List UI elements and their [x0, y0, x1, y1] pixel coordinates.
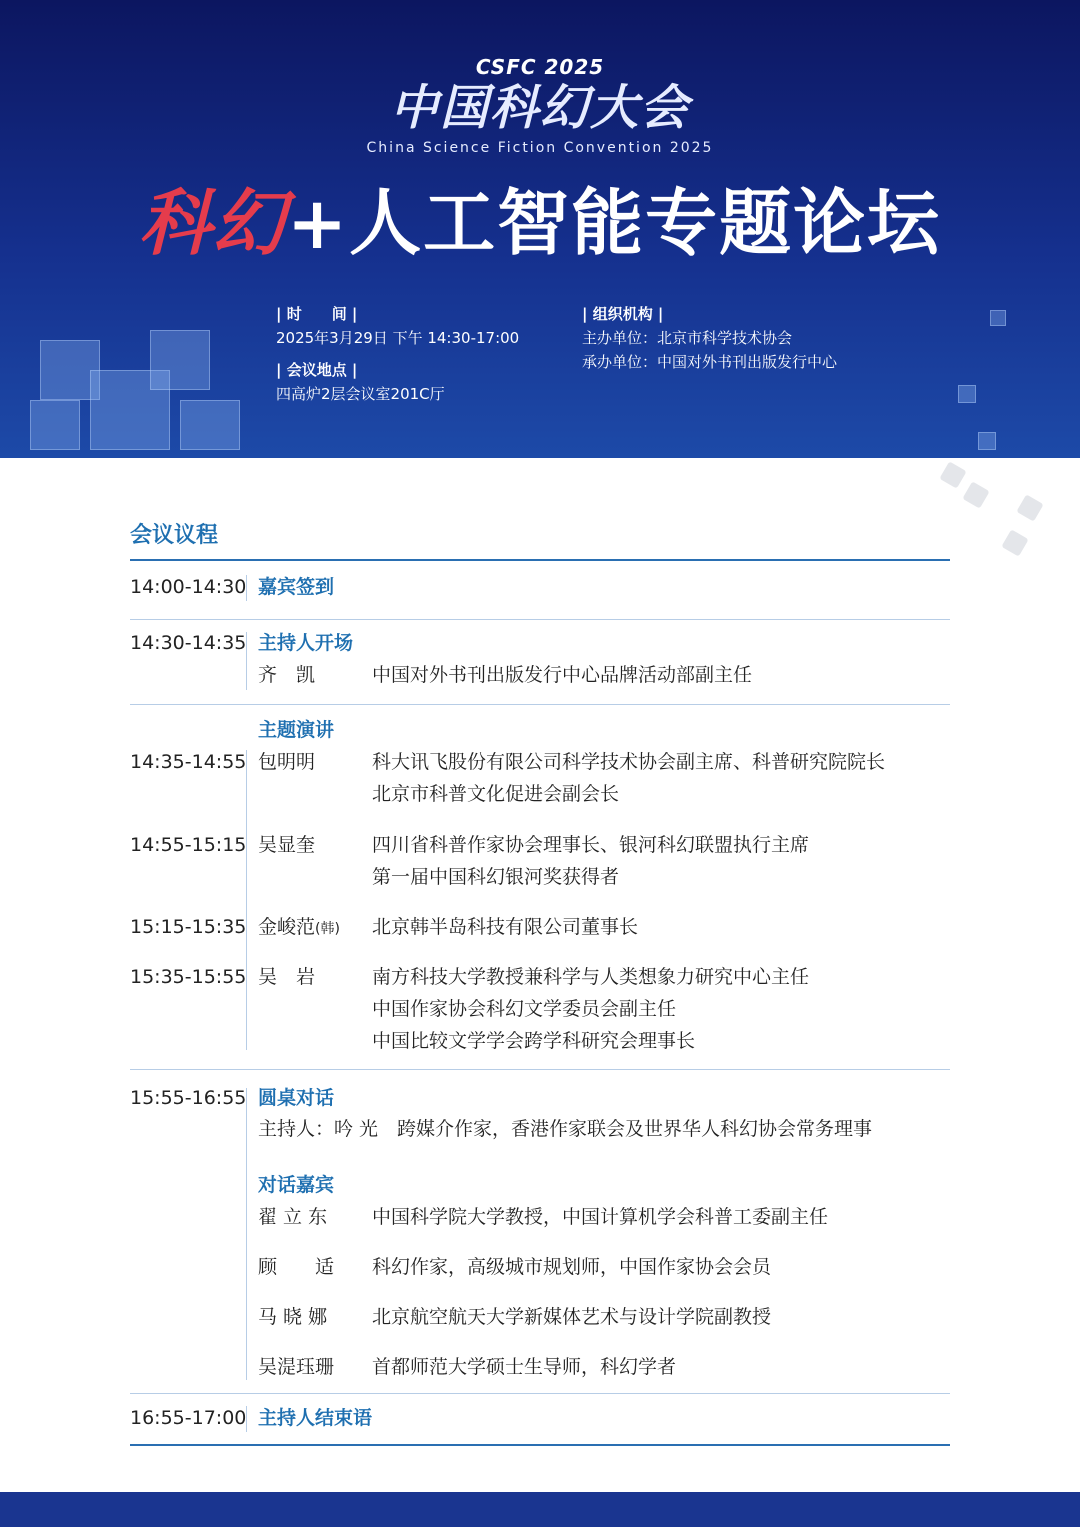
- speaker-desc: 中国对外书刊出版发行中心品牌活动部副主任: [372, 664, 753, 686]
- section-heading: 嘉宾签到: [258, 576, 335, 598]
- speaker-desc: 北京韩半岛科技有限公司董事长: [372, 916, 639, 938]
- speaker-desc: 南方科技大学教授兼科学与人类想象力研究中心主任: [372, 966, 810, 988]
- logo-chinese: 中国科幻大会: [389, 80, 690, 136]
- org-info: [582, 302, 837, 374]
- time-info: [276, 302, 519, 406]
- divider: [130, 559, 950, 561]
- venue-label: | 会议地点 |: [276, 361, 358, 379]
- time-slot: 14:30-14:35: [130, 632, 247, 654]
- guest-desc: 首都师范大学硕士生导师，科幻学者: [372, 1356, 677, 1378]
- speaker-desc: 第一届中国科幻银河奖获得者: [372, 866, 620, 888]
- agenda-title: 会议议程: [130, 523, 219, 548]
- guest-name: 马 晓 娜: [258, 1306, 328, 1328]
- cube-decoration: [990, 310, 1006, 326]
- cube-decoration: [939, 461, 966, 488]
- guests-heading: 对话嘉宾: [258, 1174, 335, 1196]
- section-heading: 主持人开场: [258, 632, 354, 654]
- divider: [130, 1069, 950, 1070]
- guest-name: 顾 适: [258, 1256, 335, 1278]
- logo-english: China Science Fiction Convention 2025: [366, 140, 714, 156]
- divider: [130, 619, 950, 620]
- vertical-divider: [246, 750, 247, 1050]
- venue-value: 四高炉2层会议室201C厅: [276, 385, 445, 403]
- time-slot: 15:15-15:35: [130, 916, 247, 938]
- host-unit: 主办单位：北京市科学技术协会: [582, 329, 793, 347]
- cube-decoration: [30, 400, 80, 450]
- speaker-desc: 四川省科普作家协会理事长、银河科幻联盟执行主席: [372, 834, 810, 856]
- time-slot: 16:55-17:00: [130, 1407, 247, 1429]
- logo-year: CSFC 2025: [475, 55, 605, 79]
- time-slot: 15:55-16:55: [130, 1087, 247, 1109]
- cube-decoration: [978, 432, 996, 450]
- divider: [130, 704, 950, 705]
- speaker-name: 齐 凯: [258, 664, 316, 686]
- org-label: | 组织机构 |: [582, 305, 664, 323]
- cube-decoration: [150, 330, 210, 390]
- speaker-desc: 北京市科普文化促进会副会长: [372, 783, 620, 805]
- speaker-name: 吴显奎: [258, 834, 316, 856]
- guest-desc: 中国科学院大学教授，中国计算机学会科普工委副主任: [372, 1206, 829, 1228]
- time-slot: 14:00-14:30: [130, 576, 247, 598]
- speaker-name: 吴 岩: [258, 966, 316, 988]
- divider: [130, 1393, 950, 1394]
- cube-decoration: [180, 400, 240, 450]
- section-heading: 主题演讲: [258, 719, 335, 741]
- speaker-desc: 中国比较文学学会跨学科研究会理事长: [372, 1030, 696, 1052]
- guest-name: 吴湜珏珊: [258, 1356, 335, 1378]
- time-value: 2025年3月29日 下午 14:30-17:00: [276, 329, 520, 347]
- guest-desc: 科幻作家，高级城市规划师，中国作家协会会员: [372, 1256, 772, 1278]
- vertical-divider: [246, 1088, 247, 1380]
- cube-decoration: [1001, 529, 1028, 556]
- name-text: 金峻范: [258, 916, 316, 938]
- page-title: [0, 178, 1080, 268]
- speaker-name: [258, 915, 340, 941]
- cube-decoration: [962, 481, 989, 508]
- time-slot: 15:35-15:55: [130, 966, 247, 988]
- section-heading: 主持人结束语: [258, 1407, 373, 1429]
- time-slot: 14:35-14:55: [130, 751, 247, 773]
- time-slot: 14:55-15:15: [130, 834, 247, 856]
- title-rest: +人工智能专题论坛: [286, 180, 942, 265]
- guest-name: 翟 立 东: [258, 1206, 328, 1228]
- nationality-note: (韩): [315, 921, 340, 937]
- organizer-unit: 承办单位：中国对外书刊出版发行中心: [582, 353, 838, 371]
- divider: [130, 1444, 950, 1446]
- guest-desc: 北京航空航天大学新媒体艺术与设计学院副教授: [372, 1306, 772, 1328]
- cube-decoration: [958, 385, 976, 403]
- speaker-name: 包明明: [258, 751, 316, 773]
- speaker-desc: 科大讯飞股份有限公司科学技术协会副主席、科普研究院院长: [372, 751, 886, 773]
- cube-decoration: [1016, 494, 1043, 521]
- time-label: | 时 间 |: [276, 305, 358, 323]
- section-heading: 圆桌对话: [258, 1087, 335, 1109]
- title-highlight: 科幻: [138, 180, 287, 265]
- header-banner: [0, 0, 1080, 458]
- speaker-desc: 中国作家协会科幻文学委员会副主任: [372, 998, 677, 1020]
- footer-bar: [0, 1492, 1080, 1527]
- moderator: 主持人：吟 光 跨媒介作家，香港作家联会及世界华人科幻协会常务理事: [258, 1118, 873, 1140]
